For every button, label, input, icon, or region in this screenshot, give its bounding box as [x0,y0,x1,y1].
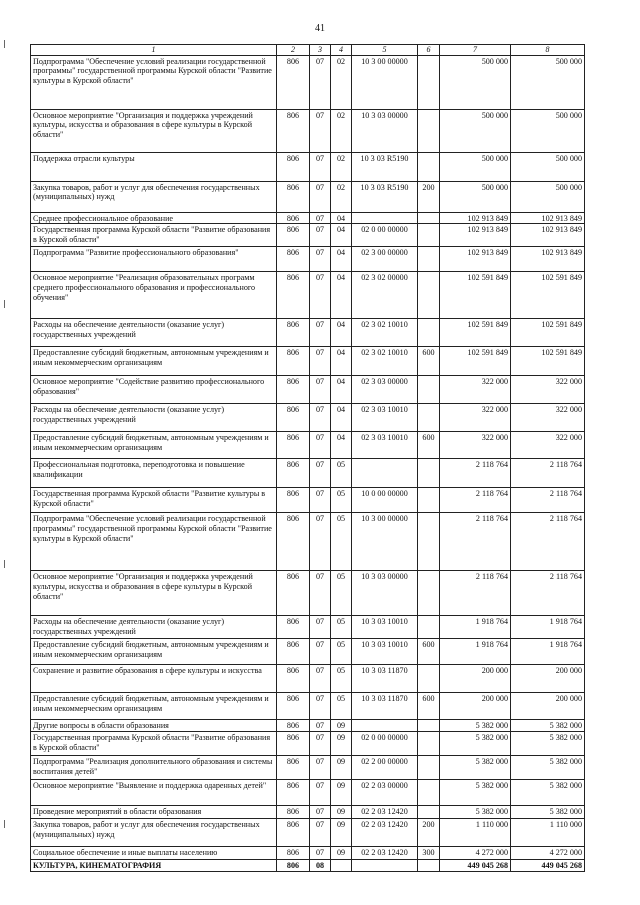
cell-name: Предоставление субсидий бюджетным, автономным учреждениям и иным некоммерческим организациям [31,639,277,665]
cell-sum2: 102 913 849 [511,247,585,272]
table-row [31,780,585,806]
cell-sum1: 2 118 764 [440,459,511,488]
cell-csr: 02 2 03 12420 [352,819,418,847]
cell-vr: 600 [418,432,440,459]
cell-sum1: 322 000 [440,432,511,459]
cell-sum1: 5 382 000 [440,780,511,806]
cell-pr: 04 [331,432,352,459]
cell-sum1: 5 382 000 [440,720,511,732]
cell-sum1: 5 382 000 [440,732,511,756]
cell-sum2: 500 000 [511,109,585,152]
cell-sum1: 2 118 764 [440,513,511,571]
cell-csr: 02 0 00 00000 [352,224,418,247]
cell-sum1: 500 000 [440,55,511,109]
cell-vr: 600 [418,347,440,376]
cell-csr: 02 3 03 10010 [352,432,418,459]
cell-name: Закупка товаров, работ и услуг для обеспечения государственных (муниципальных) нужд [31,819,277,847]
table-row [31,819,585,847]
cell-sum2: 2 118 764 [511,513,585,571]
table-row [31,488,585,513]
table-row [31,756,585,780]
cell-pr: 04 [331,212,352,224]
cell-pr [331,860,352,872]
cell-csr: 02 3 03 10010 [352,404,418,432]
cell-vr: 600 [418,639,440,665]
cell-csr: 10 0 00 00000 [352,488,418,513]
cell-sum1: 322 000 [440,376,511,404]
cell-grbs: 806 [277,780,310,806]
cell-grbs: 806 [277,571,310,616]
cell-csr: 10 3 00 00000 [352,55,418,109]
cell-name: Основное мероприятие "Организация и поддержка учреждений культуры, искусства и образования в сфере культуры в Курской области" [31,571,277,616]
cell-name: Расходы на обеспечение деятельности (оказание услуг) государственных учреждений [31,404,277,432]
cell-rz: 07 [310,488,331,513]
cell-name: Государственная программа Курской области "Развитие образования в Курской области" [31,224,277,247]
cell-sum2: 322 000 [511,404,585,432]
cell-name: Подпрограмма "Развитие профессионального образования" [31,247,277,272]
cell-csr: 10 3 03 R5190 [352,152,418,181]
cell-grbs: 806 [277,404,310,432]
cell-name: Государственная программа Курской области "Развитие культуры в Курской области" [31,488,277,513]
table-row [31,212,585,224]
cell-rz: 07 [310,459,331,488]
cell-csr: 10 3 03 00000 [352,571,418,616]
cell-vr [418,860,440,872]
cell-csr: 02 3 00 00000 [352,247,418,272]
cell-name: Профессиональная подготовка, переподготовка и повышение квалификации [31,459,277,488]
cell-sum1: 322 000 [440,404,511,432]
cell-grbs: 806 [277,720,310,732]
cell-pr: 05 [331,459,352,488]
cell-pr: 05 [331,693,352,720]
cell-vr [418,272,440,319]
cell-rz: 07 [310,272,331,319]
table-row [31,152,585,181]
cell-rz: 07 [310,319,331,347]
cell-sum1: 2 118 764 [440,488,511,513]
cell-vr [418,806,440,819]
cell-grbs: 806 [277,247,310,272]
cell-name: Среднее профессиональное образование [31,212,277,224]
table-row [31,513,585,571]
cell-name: Закупка товаров, работ и услуг для обеспечения государственных (муниципальных) нужд [31,181,277,212]
cell-grbs: 806 [277,616,310,639]
cell-csr: 10 3 03 10010 [352,639,418,665]
cell-pr: 05 [331,513,352,571]
cell-vr [418,571,440,616]
cell-rz: 07 [310,513,331,571]
cell-vr [418,319,440,347]
cell-sum1: 102 913 849 [440,212,511,224]
cell-sum2: 1 918 764 [511,616,585,639]
cell-name: Государственная программа Курской области "Развитие образования в Курской области" [31,732,277,756]
cell-rz: 07 [310,152,331,181]
cell-csr [352,212,418,224]
cell-rz: 07 [310,347,331,376]
column-number-row [31,45,585,56]
cell-vr [418,665,440,693]
cell-grbs: 806 [277,488,310,513]
cell-sum1: 5 382 000 [440,806,511,819]
cell-vr [418,488,440,513]
cell-sum1: 102 591 849 [440,319,511,347]
cell-rz: 07 [310,109,331,152]
cell-sum2: 102 591 849 [511,319,585,347]
cell-grbs: 806 [277,665,310,693]
cell-csr [352,459,418,488]
table-row [31,459,585,488]
table-row [31,432,585,459]
cell-name: Предоставление субсидий бюджетным, автономным учреждениям и иным некоммерческим организациям [31,347,277,376]
cell-sum1: 4 272 000 [440,847,511,860]
cell-sum2: 1 110 000 [511,819,585,847]
cell-name: Другие вопросы в области образования [31,720,277,732]
cell-csr: 02 3 02 10010 [352,347,418,376]
cell-grbs: 806 [277,732,310,756]
cell-rz: 07 [310,639,331,665]
cell-grbs: 806 [277,819,310,847]
cell-sum1: 1 110 000 [440,819,511,847]
cell-csr: 02 2 03 00000 [352,780,418,806]
cell-sum2: 200 000 [511,693,585,720]
cell-vr [418,720,440,732]
cell-vr: 200 [418,181,440,212]
cell-pr: 05 [331,488,352,513]
cell-pr: 04 [331,404,352,432]
cell-csr: 02 3 03 00000 [352,376,418,404]
cell-grbs: 806 [277,152,310,181]
cell-pr: 09 [331,806,352,819]
table-row [31,665,585,693]
table-row [31,319,585,347]
table-row [31,720,585,732]
column-header: 7 [440,45,511,56]
budget-table [30,44,585,872]
column-header: 5 [352,45,418,56]
cell-name: Подпрограмма "Обеспечение условий реализации государственной программы" государственной программы Курской области "Развитие культуры в Курской области" [31,55,277,109]
cell-vr [418,212,440,224]
table-row [31,571,585,616]
cell-name: Расходы на обеспечение деятельности (оказание услуг) государственных учреждений [31,616,277,639]
cell-sum1: 5 382 000 [440,756,511,780]
cell-csr: 02 3 02 00000 [352,272,418,319]
cell-vr [418,55,440,109]
cell-vr: 600 [418,693,440,720]
cell-sum2: 2 118 764 [511,459,585,488]
cell-sum1: 102 591 849 [440,347,511,376]
cell-rz: 07 [310,247,331,272]
cell-sum2: 322 000 [511,432,585,459]
cell-vr: 300 [418,847,440,860]
cell-grbs: 806 [277,459,310,488]
cell-pr: 04 [331,224,352,247]
cell-rz: 07 [310,756,331,780]
column-header: 8 [511,45,585,56]
cell-rz: 07 [310,693,331,720]
cell-name: Основное мероприятие "Реализация образовательных программ среднего профессионального образования и профессионального обучения" [31,272,277,319]
table-row [31,732,585,756]
table-row [31,109,585,152]
cell-rz: 07 [310,806,331,819]
cell-csr: 02 3 02 10010 [352,319,418,347]
cell-grbs: 806 [277,347,310,376]
cell-vr [418,404,440,432]
cell-csr: 10 3 03 00000 [352,109,418,152]
cell-grbs: 806 [277,806,310,819]
column-header: 3 [310,45,331,56]
cell-rz: 07 [310,616,331,639]
cell-pr: 09 [331,756,352,780]
cell-rz: 07 [310,376,331,404]
cell-sum2: 500 000 [511,152,585,181]
page-number: 41 [315,23,325,34]
cell-pr: 02 [331,55,352,109]
cell-pr: 04 [331,247,352,272]
cell-pr: 02 [331,109,352,152]
cell-sum2: 500 000 [511,181,585,212]
binding-margin-mark [4,560,5,568]
cell-sum1: 200 000 [440,693,511,720]
cell-sum1: 449 045 268 [440,860,511,872]
cell-grbs: 806 [277,224,310,247]
cell-sum1: 1 918 764 [440,616,511,639]
cell-name: Сохранение и развитие образования в сфере культуры и искусства [31,665,277,693]
cell-pr: 09 [331,720,352,732]
table-row [31,693,585,720]
cell-rz: 08 [310,860,331,872]
table-row [31,639,585,665]
cell-pr: 09 [331,847,352,860]
column-header: 6 [418,45,440,56]
cell-name: Подпрограмма "Реализация дополнительного образования и системы воспитания детей" [31,756,277,780]
cell-pr: 02 [331,152,352,181]
cell-sum2: 5 382 000 [511,780,585,806]
cell-name: Основное мероприятие "Организация и поддержка учреждений культуры, искусства и образования в сфере культуры в Курской области" [31,109,277,152]
cell-pr: 04 [331,319,352,347]
table-row [31,55,585,109]
cell-grbs: 806 [277,847,310,860]
cell-grbs: 806 [277,272,310,319]
cell-pr: 05 [331,571,352,616]
cell-name: Поддержка отрасли культуры [31,152,277,181]
cell-vr [418,247,440,272]
cell-grbs: 806 [277,513,310,571]
column-header: 2 [277,45,310,56]
cell-sum1: 500 000 [440,181,511,212]
cell-rz: 07 [310,224,331,247]
cell-sum1: 102 913 849 [440,247,511,272]
cell-grbs: 806 [277,109,310,152]
cell-sum1: 2 118 764 [440,571,511,616]
cell-sum2: 5 382 000 [511,756,585,780]
cell-vr [418,109,440,152]
table-row [31,376,585,404]
cell-pr: 05 [331,639,352,665]
binding-margin-mark [4,300,5,308]
cell-rz: 07 [310,404,331,432]
table-row [31,806,585,819]
cell-grbs: 806 [277,212,310,224]
binding-margin-mark [4,820,5,828]
cell-sum2: 1 918 764 [511,639,585,665]
table-row [31,404,585,432]
cell-vr [418,616,440,639]
cell-pr: 05 [331,665,352,693]
cell-pr: 04 [331,376,352,404]
table-row [31,347,585,376]
cell-grbs: 806 [277,319,310,347]
cell-rz: 07 [310,181,331,212]
cell-pr: 09 [331,819,352,847]
cell-name: Подпрограмма "Обеспечение условий реализации государственной программы" государственной программы Курской области "Развитие культуры в Курской области" [31,513,277,571]
cell-pr: 04 [331,272,352,319]
cell-csr: 02 0 00 00000 [352,732,418,756]
cell-sum2: 449 045 268 [511,860,585,872]
cell-sum2: 102 913 849 [511,224,585,247]
cell-vr [418,756,440,780]
cell-grbs: 806 [277,376,310,404]
cell-name: Предоставление субсидий бюджетным, автономным учреждениям и иным некоммерческим организациям [31,432,277,459]
cell-sum1: 102 913 849 [440,224,511,247]
cell-vr [418,732,440,756]
cell-pr: 09 [331,780,352,806]
cell-rz: 07 [310,720,331,732]
cell-grbs: 806 [277,181,310,212]
cell-vr [418,780,440,806]
cell-pr: 02 [331,181,352,212]
cell-grbs: 806 [277,432,310,459]
table-row [31,860,585,872]
cell-sum2: 2 118 764 [511,571,585,616]
cell-vr: 200 [418,819,440,847]
table-row [31,224,585,247]
binding-margin-mark [4,40,5,48]
cell-sum2: 500 000 [511,55,585,109]
cell-rz: 07 [310,55,331,109]
cell-rz: 07 [310,665,331,693]
cell-sum1: 200 000 [440,665,511,693]
cell-grbs: 806 [277,756,310,780]
cell-grbs: 806 [277,860,310,872]
cell-grbs: 806 [277,55,310,109]
cell-sum2: 102 591 849 [511,272,585,319]
cell-csr: 10 3 03 R5190 [352,181,418,212]
table-row [31,847,585,860]
cell-csr: 10 3 03 11870 [352,665,418,693]
cell-name: Предоставление субсидий бюджетным, автономным учреждениям и иным некоммерческим организациям [31,693,277,720]
cell-csr: 02 2 00 00000 [352,756,418,780]
cell-name: Социальное обеспечение и иные выплаты населению [31,847,277,860]
cell-name: Проведение мероприятий в области образования [31,806,277,819]
cell-sum1: 500 000 [440,152,511,181]
cell-vr [418,513,440,571]
cell-csr: 02 2 03 12420 [352,806,418,819]
cell-vr [418,459,440,488]
cell-sum2: 5 382 000 [511,720,585,732]
table-row [31,247,585,272]
cell-vr [418,224,440,247]
cell-rz: 07 [310,732,331,756]
cell-sum2: 2 118 764 [511,488,585,513]
cell-vr [418,376,440,404]
cell-rz: 07 [310,571,331,616]
cell-sum2: 102 913 849 [511,212,585,224]
cell-name: Расходы на обеспечение деятельности (оказание услуг) государственных учреждений [31,319,277,347]
cell-rz: 07 [310,212,331,224]
cell-rz: 07 [310,780,331,806]
cell-sum1: 1 918 764 [440,639,511,665]
cell-csr [352,860,418,872]
cell-sum2: 5 382 000 [511,732,585,756]
cell-csr: 10 3 03 10010 [352,616,418,639]
cell-csr: 10 3 03 11870 [352,693,418,720]
cell-csr: 10 3 00 00000 [352,513,418,571]
cell-name: Основное мероприятие "Выявление и поддержка одаренных детей" [31,780,277,806]
column-header: 1 [31,45,277,56]
cell-pr: 09 [331,732,352,756]
cell-sum1: 102 591 849 [440,272,511,319]
cell-grbs: 806 [277,693,310,720]
column-header: 4 [331,45,352,56]
cell-rz: 07 [310,819,331,847]
cell-name: Основное мероприятие "Содействие развитию профессионального образования" [31,376,277,404]
table-row [31,616,585,639]
cell-sum2: 5 382 000 [511,806,585,819]
cell-sum2: 4 272 000 [511,847,585,860]
cell-sum2: 200 000 [511,665,585,693]
cell-vr [418,152,440,181]
cell-sum2: 322 000 [511,376,585,404]
cell-rz: 07 [310,432,331,459]
cell-pr: 05 [331,616,352,639]
cell-grbs: 806 [277,639,310,665]
cell-rz: 07 [310,847,331,860]
cell-name: КУЛЬТУРА, КИНЕМАТОГРАФИЯ [31,860,277,872]
table-row [31,181,585,212]
cell-csr: 02 2 03 12420 [352,847,418,860]
cell-csr [352,720,418,732]
cell-sum2: 102 591 849 [511,347,585,376]
cell-sum1: 500 000 [440,109,511,152]
table-row [31,272,585,319]
cell-pr: 04 [331,347,352,376]
